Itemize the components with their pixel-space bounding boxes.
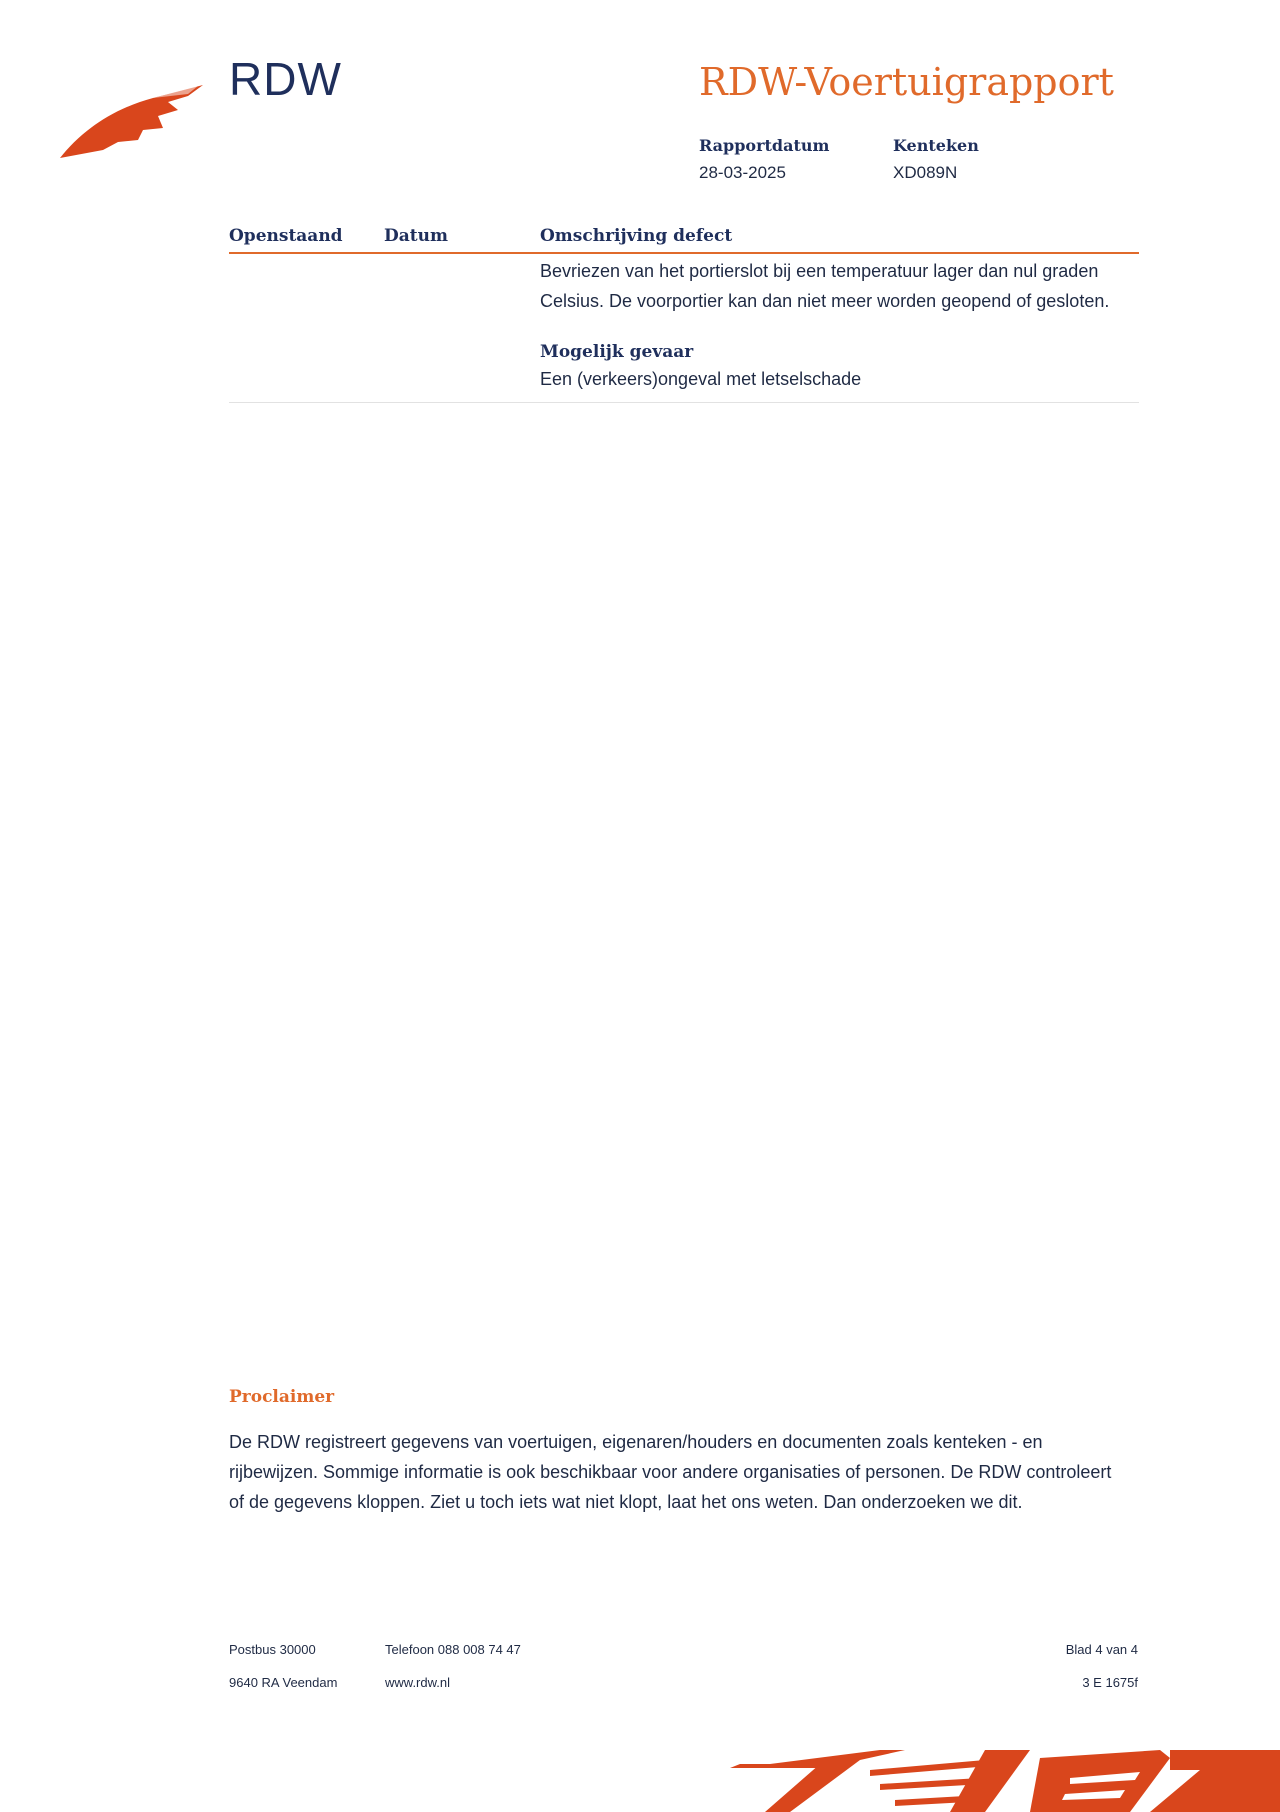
column-header-openstaand: Openstaand: [229, 226, 343, 246]
license-plate-label: Kenteken: [893, 136, 979, 155]
report-title: RDW-Voertuigrapport: [699, 60, 1114, 104]
orange-stripes-graphic: [730, 1750, 1280, 1812]
footer-code: 3 E 1675f: [1082, 1675, 1138, 1690]
report-date-value: 28-03-2025: [699, 163, 786, 182]
footer-phone: Telefoon 088 008 74 47: [385, 1642, 521, 1657]
brand-name: RDW: [229, 53, 342, 105]
defects-table: [229, 224, 1139, 403]
footer-website[interactable]: www.rdw.nl: [385, 1675, 451, 1690]
table-row: [229, 254, 1139, 403]
rdw-wing-logo: [58, 80, 208, 160]
proclaimer-text: De RDW registreert gegevens van voertuigen, eigenaren/houders en documenten zoals kenteken - en rijbewijzen. Sommige informatie is ook beschikbaar voor andere organisaties of personen. De RDW controleert of de gegevens kloppen. Ziet u toch iets wat niet klopt, laat het ons weten. Dan onderzoeken we dit.: [229, 1432, 1112, 1512]
defect-description: Bevriezen van het portierslot bij een temperatuur lager dan nul graden Celsius. De voorportier kan dan niet meer worden geopend of gesloten.: [540, 261, 1110, 311]
proclaimer-title: Proclaimer: [229, 1387, 335, 1407]
report-date-label: Rapportdatum: [699, 136, 830, 155]
license-plate-value: XD089N: [893, 163, 958, 182]
table-header: [229, 224, 1139, 254]
column-header-datum: Datum: [384, 226, 448, 246]
danger-value: Een (verkeers)ongeval met letselschade: [540, 369, 862, 389]
footer-page-number: Blad 4 van 4: [1065, 1642, 1138, 1657]
report-date-block: [699, 136, 829, 183]
danger-label: Mogelijk gevaar: [540, 342, 694, 362]
column-header-omschrijving: Omschrijving defect: [540, 226, 733, 246]
footer-city: 9640 RA Veendam: [229, 1675, 338, 1690]
license-plate-block: [893, 136, 979, 183]
footer-postbus: Postbus 30000: [229, 1642, 316, 1657]
